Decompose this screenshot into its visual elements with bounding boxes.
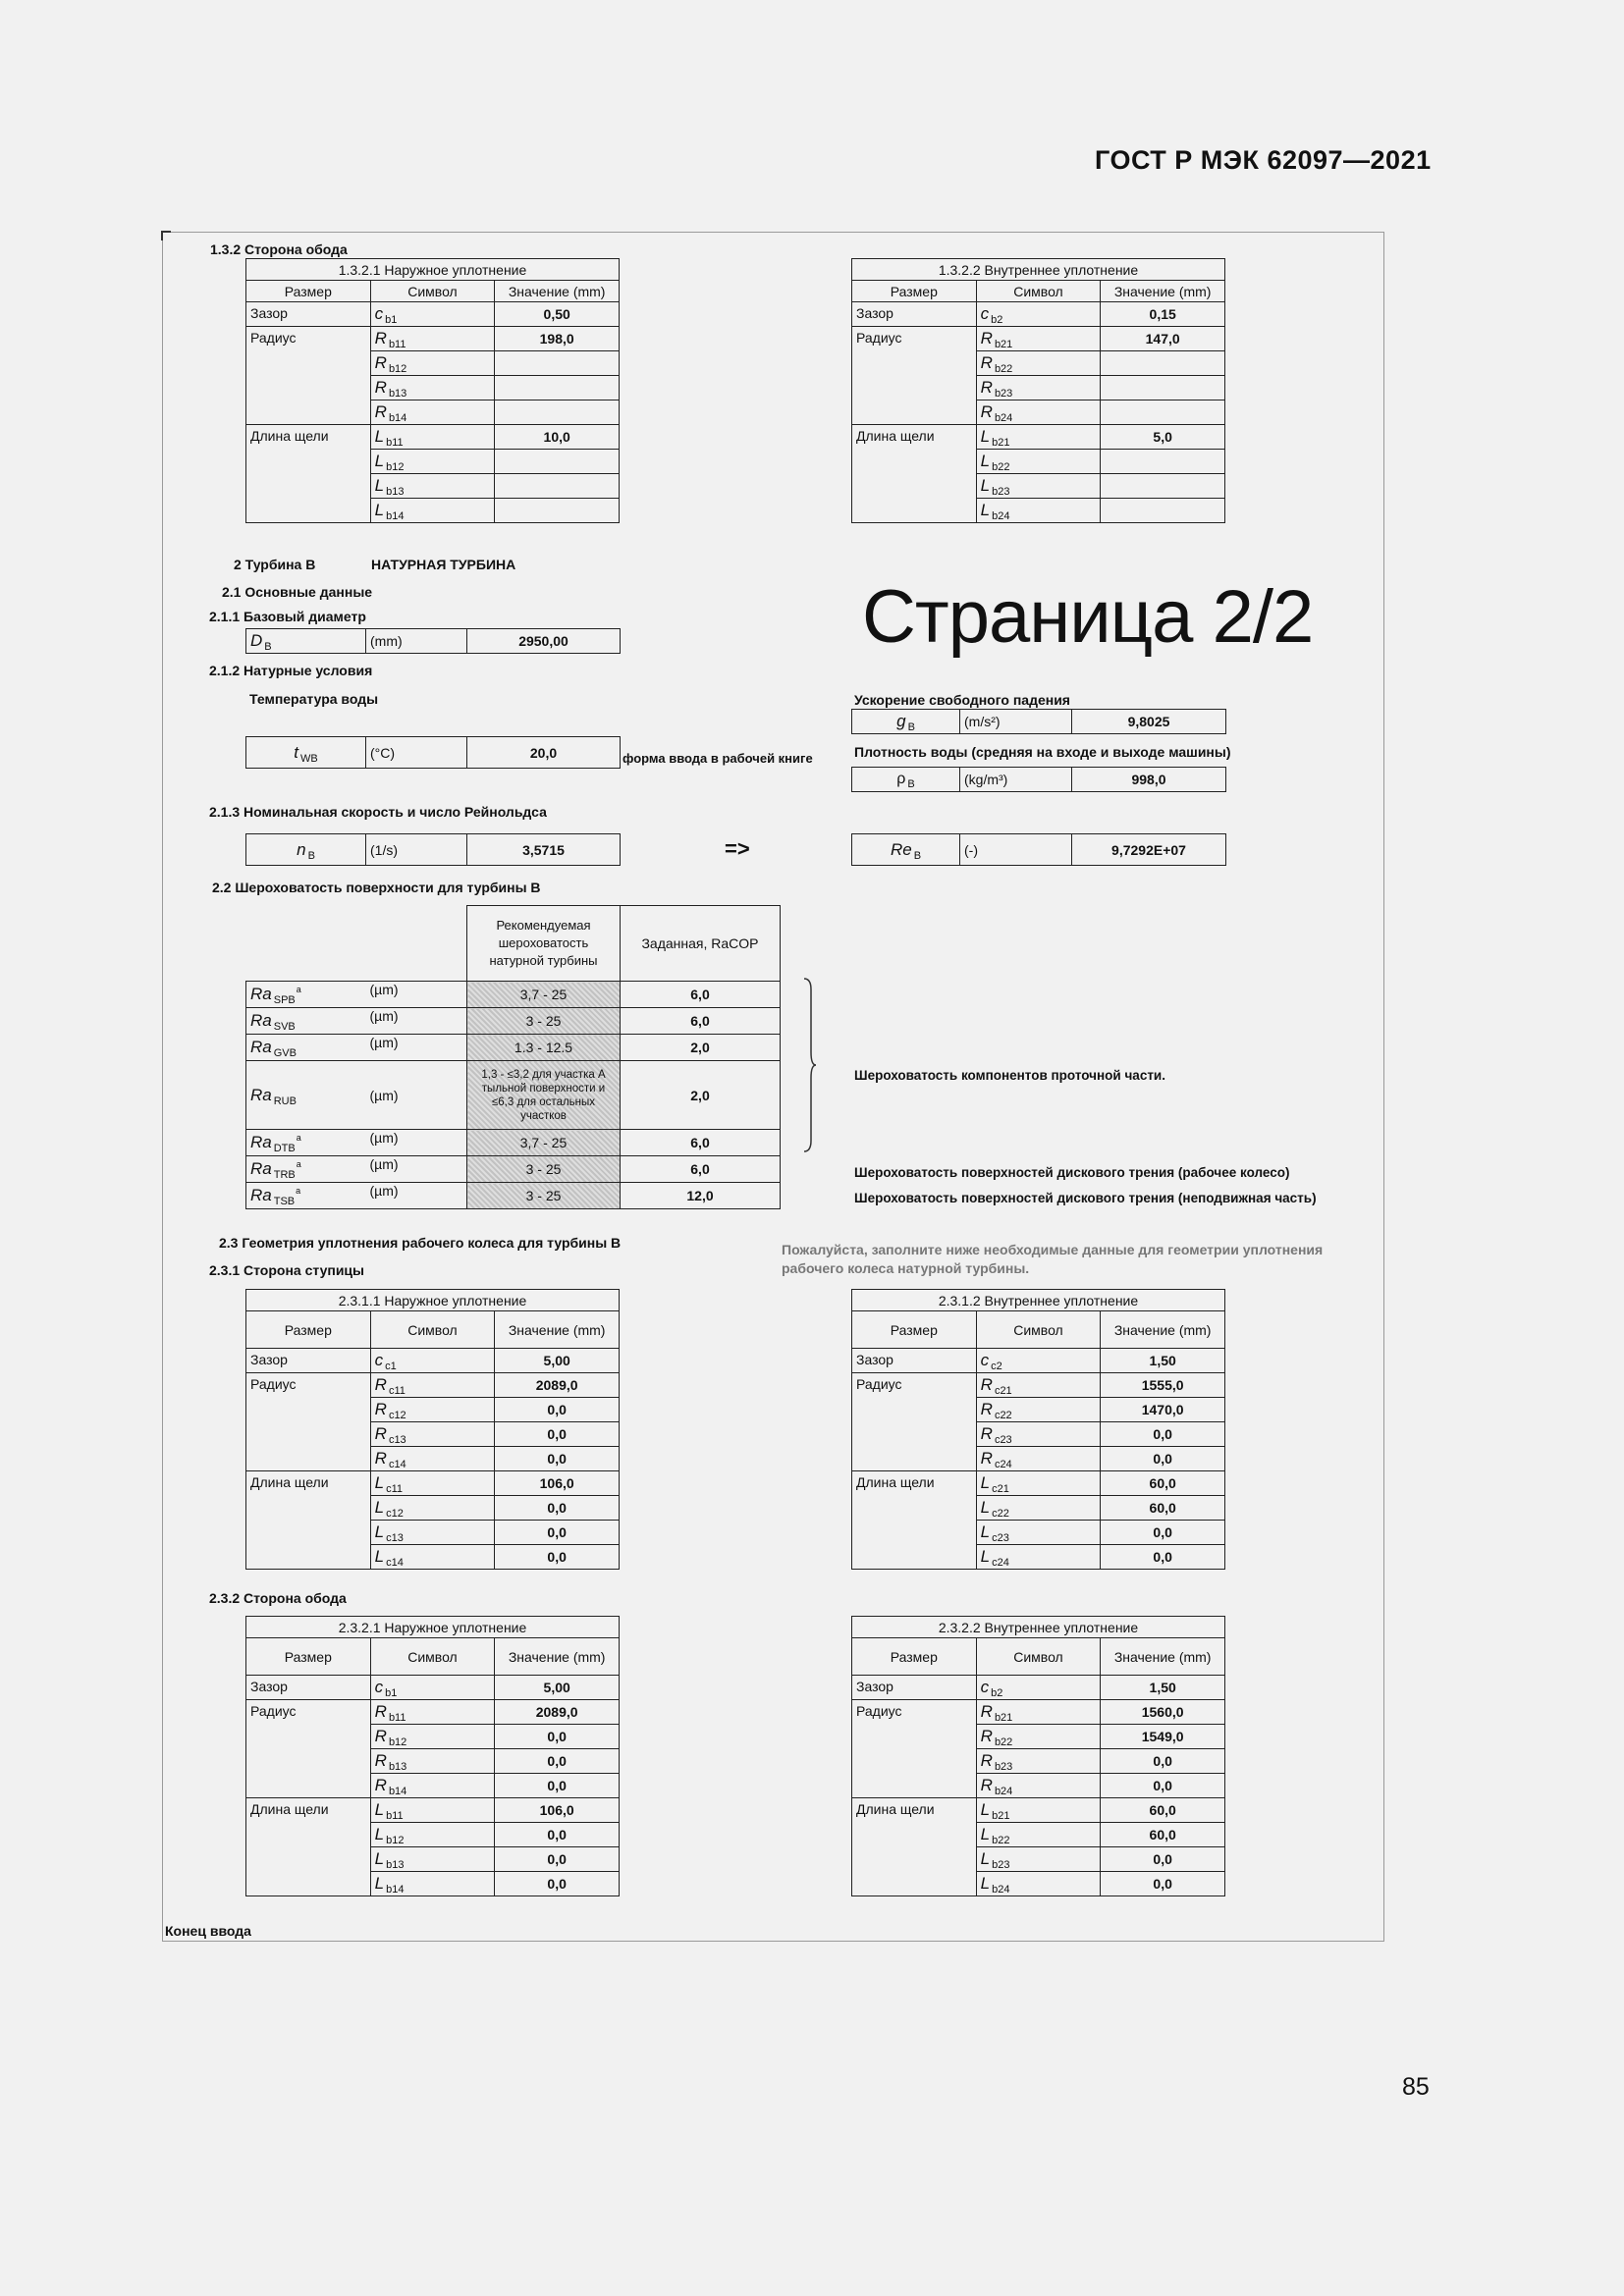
- value-cell[interactable]: 1,50: [1101, 1676, 1225, 1700]
- symbol-cell: L $_{b21}$: [976, 425, 1101, 450]
- value-cell[interactable]: 0,0: [1101, 1545, 1225, 1570]
- reb-symbol: Re $_B$: [852, 834, 960, 866]
- value-cell[interactable]: 0,50: [495, 302, 620, 327]
- value-cell[interactable]: 0,0: [495, 1749, 620, 1774]
- result-arrow: =>: [725, 836, 750, 861]
- column-header: Размер: [852, 281, 977, 302]
- rho-table: [851, 767, 1226, 792]
- value-cell[interactable]: 0,0: [1101, 1749, 1225, 1774]
- roughness-title: 2.2 Шероховатость поверхности для турбины B: [212, 880, 541, 895]
- reb-unit: (-): [960, 834, 1072, 866]
- symbol-cell: R $_{b24}$: [976, 1774, 1101, 1798]
- value-cell[interactable]: [1101, 450, 1225, 474]
- value-cell[interactable]: [1101, 400, 1225, 425]
- col-recommended-header: Рекомендуемая шероховатость натурной турбины: [467, 906, 621, 982]
- symbol-cell: L $_{c21}$: [976, 1471, 1101, 1496]
- symbol-cell: R $_{b14}$: [370, 400, 495, 425]
- size-group-label: Зазор: [852, 1676, 977, 1700]
- recommended-range: 3 - 25: [467, 1156, 621, 1183]
- rho-value[interactable]: 998,0: [1072, 768, 1226, 792]
- size-group-label: Зазор: [246, 302, 371, 327]
- symbol-cell: L $_{b14}$: [370, 499, 495, 523]
- size-group-label: Радиус: [852, 1373, 977, 1471]
- col-given-header: Заданная, RaCOP: [621, 906, 781, 982]
- column-header: Значение (mm): [495, 1311, 620, 1349]
- column-header: Размер: [246, 281, 371, 302]
- roughness-symbol: Ra $_{GVB}$: [246, 1035, 366, 1061]
- roughness-unit: (µm): [366, 1156, 467, 1183]
- symbol-cell: R $_{c12}$: [370, 1398, 495, 1422]
- db-symbol: D $_B$: [246, 629, 366, 654]
- section-1-3-2-title: 1.3.2 Сторона обода: [210, 241, 348, 257]
- value-cell[interactable]: 0,0: [1101, 1847, 1225, 1872]
- symbol-cell: c $_{b1}$: [370, 1676, 495, 1700]
- turbine-name: НАТУРНАЯ ТУРБИНА: [371, 557, 516, 572]
- symbol-cell: c $_{b2}$: [976, 1676, 1101, 1700]
- value-cell[interactable]: 0,0: [495, 1521, 620, 1545]
- gb-symbol: g $_B$: [852, 710, 960, 734]
- symbol-cell: c $_{c2}$: [976, 1349, 1101, 1373]
- seal-table: [245, 258, 620, 523]
- symbol-cell: R $_{b13}$: [370, 376, 495, 400]
- frame-corner-mark: [161, 231, 171, 240]
- seal-table-caption: 1.3.2.1 Наружное уплотнение: [246, 259, 620, 281]
- recommended-range: 1.3 - 12.5: [467, 1035, 621, 1061]
- given-roughness[interactable]: 6,0: [621, 1156, 781, 1183]
- rho-symbol: ρ $_B$: [852, 768, 960, 792]
- value-cell[interactable]: 2089,0: [495, 1700, 620, 1725]
- column-header: Символ: [370, 281, 495, 302]
- roughness-symbol: Ra $_{RUB}$: [246, 1061, 366, 1130]
- value-cell[interactable]: 0,0: [495, 1774, 620, 1798]
- symbol-cell: R $_{c11}$: [370, 1373, 495, 1398]
- symbol-cell: L $_{b22}$: [976, 1823, 1101, 1847]
- value-cell[interactable]: 60,0: [1101, 1496, 1225, 1521]
- symbol-cell: R $_{b22}$: [976, 351, 1101, 376]
- value-cell[interactable]: 1549,0: [1101, 1725, 1225, 1749]
- value-cell[interactable]: [495, 351, 620, 376]
- column-header: Размер: [852, 1311, 977, 1349]
- symbol-cell: L $_{b22}$: [976, 450, 1101, 474]
- roughness-unit: (µm): [366, 982, 467, 1008]
- roughness-symbol: Ra $_{DTB}^a$: [246, 1130, 366, 1156]
- rho-unit: (kg/m³): [960, 768, 1072, 792]
- value-cell[interactable]: 5,00: [495, 1676, 620, 1700]
- symbol-cell: R $_{c22}$: [976, 1398, 1101, 1422]
- value-cell[interactable]: 10,0: [495, 425, 620, 450]
- column-header: Символ: [976, 1311, 1101, 1349]
- symbol-cell: L $_{b24}$: [976, 499, 1101, 523]
- turbine-label: 2 Турбина B: [234, 557, 316, 572]
- value-cell[interactable]: 0,0: [495, 1725, 620, 1749]
- seal-table-caption: 1.3.2.2 Внутреннее уплотнение: [852, 259, 1225, 281]
- symbol-cell: L $_{b13}$: [370, 474, 495, 499]
- column-header: Размер: [852, 1638, 977, 1676]
- value-cell[interactable]: 2089,0: [495, 1373, 620, 1398]
- value-cell[interactable]: 0,0: [495, 1823, 620, 1847]
- value-cell[interactable]: 0,0: [1101, 1521, 1225, 1545]
- roughness-unit: (µm): [366, 1183, 467, 1209]
- value-cell[interactable]: 0,0: [495, 1847, 620, 1872]
- value-cell[interactable]: [1101, 376, 1225, 400]
- gb-table: [851, 709, 1226, 734]
- value-cell[interactable]: [1101, 499, 1225, 523]
- given-roughness[interactable]: 6,0: [621, 1008, 781, 1035]
- value-cell[interactable]: 60,0: [1101, 1471, 1225, 1496]
- recommended-range: 3,7 - 25: [467, 1130, 621, 1156]
- roughness-unit: (µm): [366, 1130, 467, 1156]
- given-roughness[interactable]: 6,0: [621, 982, 781, 1008]
- gravity-label: Ускорение свободного падения: [854, 692, 1070, 708]
- symbol-cell: R $_{b14}$: [370, 1774, 495, 1798]
- seal-table-caption: 2.3.2.1 Наружное уплотнение: [246, 1617, 620, 1638]
- size-group-label: Длина щели: [852, 1798, 977, 1896]
- symbol-cell: c $_{b1}$: [370, 302, 495, 327]
- value-cell[interactable]: 1560,0: [1101, 1700, 1225, 1725]
- value-cell[interactable]: [1101, 351, 1225, 376]
- roughness-unit: (µm): [366, 1061, 467, 1130]
- symbol-cell: R $_{c23}$: [976, 1422, 1101, 1447]
- roughness-symbol: Ra $_{SVB}$: [246, 1008, 366, 1035]
- column-header: Значение (mm): [495, 281, 620, 302]
- seal-table: [245, 1616, 620, 1896]
- db-table: [245, 628, 621, 654]
- symbol-cell: L $_{c13}$: [370, 1521, 495, 1545]
- hub-side-title: 2.3.1 Сторона ступицы: [209, 1262, 364, 1278]
- note-stator: Шероховатость поверхностей дискового трения (неподвижная часть): [854, 1191, 1317, 1205]
- value-cell[interactable]: [495, 450, 620, 474]
- seal-geometry-title: 2.3 Геометрия уплотнения рабочего колеса для турбины B: [219, 1235, 622, 1251]
- symbol-cell: R $_{b12}$: [370, 1725, 495, 1749]
- speed-title: 2.1.3 Номинальная скорость и число Рейнольдса: [209, 804, 547, 820]
- size-group-label: Длина щели: [852, 425, 977, 523]
- size-group-label: Длина щели: [852, 1471, 977, 1570]
- given-roughness[interactable]: 12,0: [621, 1183, 781, 1209]
- nb-table: [245, 833, 621, 866]
- size-group-label: Длина щели: [246, 1798, 371, 1896]
- nb-unit: (1/s): [366, 834, 467, 866]
- size-group-label: Зазор: [852, 302, 977, 327]
- size-group-label: Длина щели: [246, 425, 371, 523]
- base-diameter-title: 2.1.1 Базовый диаметр: [209, 609, 366, 624]
- recommended-range: 1,3 - ≤3,2 для участка А тыльной поверхности и ≤6,3 для остальных участков: [467, 1061, 621, 1130]
- column-header: Значение (mm): [1101, 281, 1225, 302]
- symbol-cell: L $_{b13}$: [370, 1847, 495, 1872]
- value-cell[interactable]: 60,0: [1101, 1823, 1225, 1847]
- value-cell[interactable]: 1470,0: [1101, 1398, 1225, 1422]
- brace-icon: [803, 978, 817, 1152]
- size-group-label: Зазор: [246, 1349, 371, 1373]
- conditions-title: 2.1.2 Натурные условия: [209, 663, 373, 678]
- twb-symbol: t $_{WB}$: [246, 737, 366, 769]
- symbol-cell: c $_{c1}$: [370, 1349, 495, 1373]
- symbol-cell: R $_{b23}$: [976, 1749, 1101, 1774]
- value-cell[interactable]: 106,0: [495, 1798, 620, 1823]
- roughness-unit: (µm): [366, 1008, 467, 1035]
- symbol-cell: L $_{b14}$: [370, 1872, 495, 1896]
- roughness-symbol: Ra $_{TRB}^a$: [246, 1156, 366, 1183]
- seal-table: [851, 258, 1225, 523]
- column-header: Значение (mm): [495, 1638, 620, 1676]
- value-cell[interactable]: 0,0: [495, 1447, 620, 1471]
- symbol-cell: L $_{c12}$: [370, 1496, 495, 1521]
- value-cell[interactable]: [1101, 474, 1225, 499]
- symbol-cell: L $_{b12}$: [370, 450, 495, 474]
- symbol-cell: R $_{b11}$: [370, 1700, 495, 1725]
- roughness-unit: (µm): [366, 1035, 467, 1061]
- please-note: Пожалуйста, заполните ниже необходимые данные для геометрии уплотнения рабочего колеса натурной турбины.: [782, 1242, 1324, 1276]
- db-value[interactable]: 2950,00: [467, 629, 621, 654]
- value-cell[interactable]: 0,15: [1101, 302, 1225, 327]
- symbol-cell: L $_{b12}$: [370, 1823, 495, 1847]
- symbol-cell: R $_{c14}$: [370, 1447, 495, 1471]
- symbol-cell: R $_{c13}$: [370, 1422, 495, 1447]
- value-cell[interactable]: [495, 474, 620, 499]
- seal-table-caption: 2.3.1.2 Внутреннее уплотнение: [852, 1290, 1225, 1311]
- symbol-cell: L $_{b11}$: [370, 425, 495, 450]
- size-group-label: Зазор: [852, 1349, 977, 1373]
- value-cell[interactable]: 106,0: [495, 1471, 620, 1496]
- symbol-cell: L $_{b11}$: [370, 1798, 495, 1823]
- value-cell[interactable]: 0,0: [1101, 1872, 1225, 1896]
- symbol-cell: L $_{c23}$: [976, 1521, 1101, 1545]
- symbol-cell: L $_{c24}$: [976, 1545, 1101, 1570]
- reb-table: [851, 833, 1226, 866]
- recommended-range: 3,7 - 25: [467, 982, 621, 1008]
- input-form-note: форма ввода в рабочей книге: [623, 751, 813, 766]
- value-cell[interactable]: 0,0: [1101, 1447, 1225, 1471]
- given-roughness[interactable]: 2,0: [621, 1061, 781, 1130]
- value-cell[interactable]: [495, 499, 620, 523]
- symbol-cell: R $_{b11}$: [370, 327, 495, 351]
- symbol-cell: c $_{b2}$: [976, 302, 1101, 327]
- recommended-range: 3 - 25: [467, 1008, 621, 1035]
- value-cell[interactable]: 60,0: [1101, 1798, 1225, 1823]
- roughness-table: [245, 905, 781, 1209]
- value-cell[interactable]: 0,0: [1101, 1774, 1225, 1798]
- value-cell[interactable]: 5,0: [1101, 425, 1225, 450]
- gb-value[interactable]: 9,8025: [1072, 710, 1226, 734]
- note-runner: Шероховатость поверхностей дискового трения (рабочее колесо): [854, 1165, 1290, 1180]
- note-flow: Шероховатость компонентов проточной части.: [854, 1068, 1165, 1083]
- symbol-cell: L $_{b23}$: [976, 474, 1101, 499]
- page-number: 85: [1402, 2073, 1430, 2101]
- column-header: Значение (mm): [1101, 1638, 1225, 1676]
- value-cell[interactable]: 0,0: [495, 1398, 620, 1422]
- symbol-cell: R $_{b12}$: [370, 351, 495, 376]
- recommended-range: 3 - 25: [467, 1183, 621, 1209]
- seal-table-caption: 2.3.2.2 Внутреннее уплотнение: [852, 1617, 1225, 1638]
- size-group-label: Зазор: [246, 1676, 371, 1700]
- seal-table: [851, 1289, 1225, 1570]
- column-header: Размер: [246, 1311, 371, 1349]
- basic-data-title: 2.1 Основные данные: [222, 584, 373, 600]
- symbol-cell: L $_{b24}$: [976, 1872, 1101, 1896]
- gb-unit: (m/s²): [960, 710, 1072, 734]
- given-roughness[interactable]: 6,0: [621, 1130, 781, 1156]
- symbol-cell: L $_{b23}$: [976, 1847, 1101, 1872]
- column-header: Символ: [976, 1638, 1101, 1676]
- reb-value: 9,7292E+07: [1072, 834, 1226, 866]
- value-cell[interactable]: 0,0: [495, 1496, 620, 1521]
- symbol-cell: R $_{b23}$: [976, 376, 1101, 400]
- symbol-cell: R $_{b21}$: [976, 327, 1101, 351]
- roughness-symbol: Ra $_{TSB}^a$: [246, 1183, 366, 1209]
- size-group-label: Радиус: [246, 327, 371, 425]
- symbol-cell: R $_{b24}$: [976, 400, 1101, 425]
- end-of-input: Конец ввода: [165, 1923, 251, 1939]
- symbol-cell: R $_{c24}$: [976, 1447, 1101, 1471]
- size-group-label: Радиус: [852, 327, 977, 425]
- seal-table: [851, 1616, 1225, 1896]
- column-header: Символ: [976, 281, 1101, 302]
- value-cell[interactable]: 198,0: [495, 327, 620, 351]
- symbol-cell: L $_{c14}$: [370, 1545, 495, 1570]
- document-code: ГОСТ Р МЭК 62097—2021: [1095, 145, 1432, 175]
- nb-value[interactable]: 3,5715: [467, 834, 621, 866]
- water-temp-label: Температура воды: [249, 691, 379, 707]
- value-cell[interactable]: 0,0: [495, 1422, 620, 1447]
- value-cell[interactable]: 147,0: [1101, 327, 1225, 351]
- page-indicator: Страница 2/2: [862, 575, 1314, 659]
- size-group-label: Длина щели: [246, 1471, 371, 1570]
- size-group-label: Радиус: [246, 1700, 371, 1798]
- value-cell[interactable]: [495, 376, 620, 400]
- symbol-cell: L $_{b21}$: [976, 1798, 1101, 1823]
- roughness-symbol: Ra $_{SPB}^a$: [246, 982, 366, 1008]
- symbol-cell: R $_{b21}$: [976, 1700, 1101, 1725]
- seal-table: [245, 1289, 620, 1570]
- value-cell[interactable]: 1,50: [1101, 1349, 1225, 1373]
- rim-side-title: 2.3.2 Сторона обода: [209, 1590, 347, 1606]
- symbol-cell: R $_{b22}$: [976, 1725, 1101, 1749]
- column-header: Символ: [370, 1311, 495, 1349]
- symbol-cell: L $_{c22}$: [976, 1496, 1101, 1521]
- value-cell[interactable]: [495, 400, 620, 425]
- value-cell[interactable]: 0,0: [495, 1545, 620, 1570]
- nb-symbol: n $_B$: [246, 834, 366, 866]
- symbol-cell: R $_{c21}$: [976, 1373, 1101, 1398]
- size-group-label: Радиус: [852, 1700, 977, 1798]
- db-unit: (mm): [366, 629, 467, 654]
- density-label: Плотность воды (средняя на входе и выходе машины): [854, 744, 1231, 760]
- column-header: Символ: [370, 1638, 495, 1676]
- value-cell[interactable]: 0,0: [1101, 1422, 1225, 1447]
- size-group-label: Радиус: [246, 1373, 371, 1471]
- given-roughness[interactable]: 2,0: [621, 1035, 781, 1061]
- twb-value[interactable]: 20,0: [467, 737, 621, 769]
- symbol-cell: L $_{c11}$: [370, 1471, 495, 1496]
- seal-table-caption: 2.3.1.1 Наружное уплотнение: [246, 1290, 620, 1311]
- symbol-cell: R $_{b13}$: [370, 1749, 495, 1774]
- value-cell[interactable]: 0,0: [495, 1872, 620, 1896]
- twb-table: [245, 736, 621, 769]
- column-header: Значение (mm): [1101, 1311, 1225, 1349]
- value-cell[interactable]: 5,00: [495, 1349, 620, 1373]
- twb-unit: (°C): [366, 737, 467, 769]
- column-header: Размер: [246, 1638, 371, 1676]
- value-cell[interactable]: 1555,0: [1101, 1373, 1225, 1398]
